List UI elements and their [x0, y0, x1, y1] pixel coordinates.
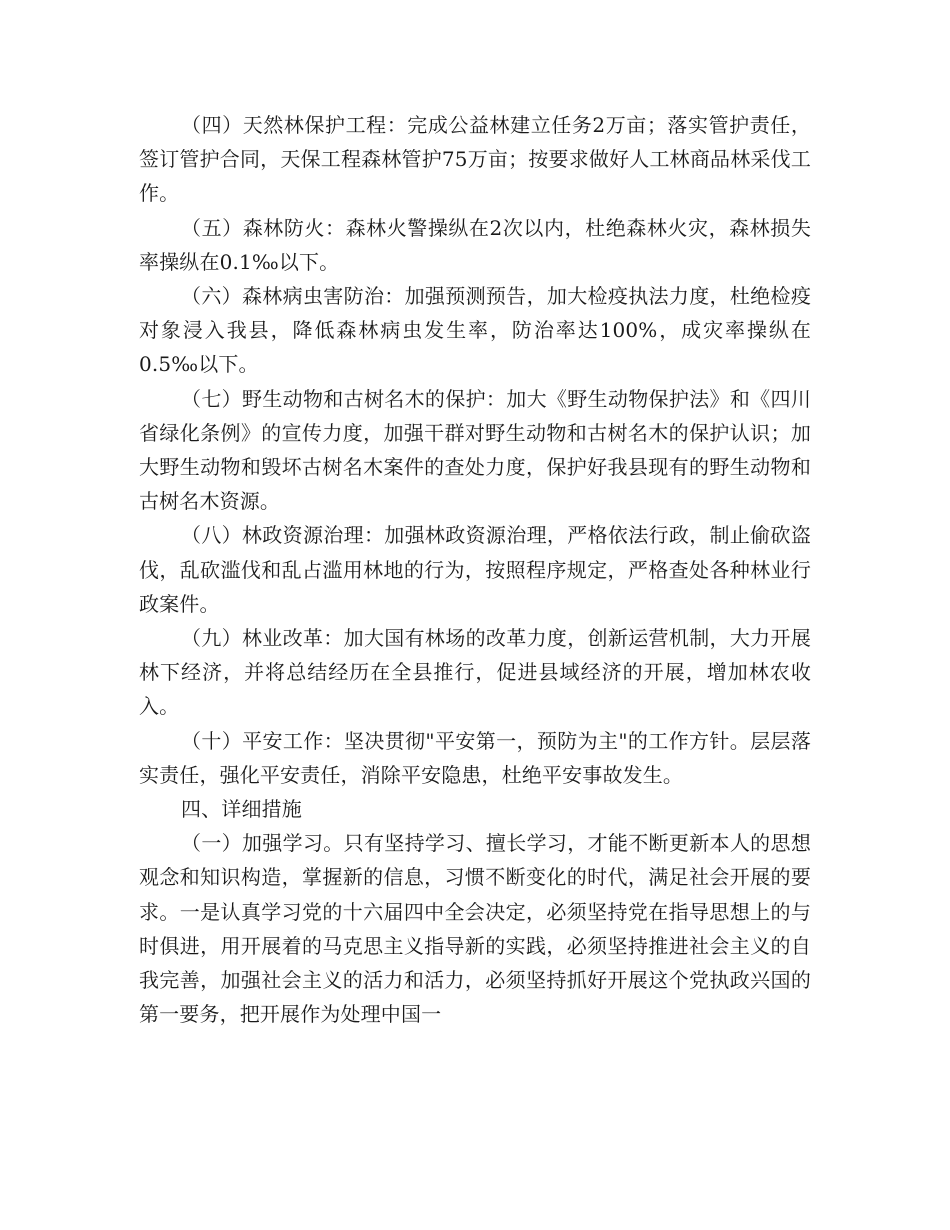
paragraph-forest-resource-management: （八）林政资源治理：加强林政资源治理，严格依法行政，制止偷砍盗伐，乱砍滥伐和乱占滥用林地的行为，按照程序规定，严格查处各种林业行政案件。 — [139, 523, 811, 616]
paragraph-strengthen-learning: （一）加强学习。只有坚持学习、擅长学习，才能不断更新本人的思想观念和知识构造，掌握新的信息，习惯不断变化的时代，满足社会开展的要求。一是认真学习党的十六届四中全会决定，必须坚持党在指导思想上的与时俱进，用开展着的马克思主义指导新的实践，必须坚持推进社会主义的自我完善，加强社会主义的活力和活力，必须坚持抓好开展这个党执政兴国的第一要务，把开展作为处理中国一 — [139, 831, 811, 1027]
document-page — [139, 108, 811, 1031]
paragraph-safety-work: （十）平安工作：坚决贯彻"平安第一，预防为主"的工作方针。层层落实责任，强化平安责任，消除平安隐患，杜绝平安事故发生。 — [139, 728, 811, 787]
paragraph-forestry-reform: （九）林业改革：加大国有林场的改革力度，创新运营机制，大力开展林下经济，并将总结经历在全县推行，促进县域经济的开展，增加林农收入。 — [139, 626, 811, 719]
paragraph-natural-forest-protection: （四）天然林保护工程：完成公益林建立任务2万亩；落实管护责任，签订管护合同，天保工程森林管护75万亩；按要求做好人工林商品林采伐工作。 — [139, 113, 811, 206]
paragraph-wildlife-protection: （七）野生动物和古树名木的保护：加大《野生动物保护法》和《四川省绿化条例》的宣传力度，加强干群对野生动物和古树名木的保护认识；加大野生动物和毁坏古树名木案件的查处力度，保护好我县现有的野生动物和古树名木资源。 — [139, 386, 811, 514]
section-heading: 四、详细措施 — [181, 797, 302, 822]
paragraph-pest-control: （六）森林病虫害防治：加强预测预告，加大检疫执法力度，杜绝检疫对象浸入我县，降低森林病虫发生率，防治率达100%，成灾率操纵在0.5‰以下。 — [139, 284, 811, 377]
paragraph-forest-fire-prevention: （五）森林防火：森林火警操纵在2次以内，杜绝森林火灾，森林损失率操纵在0.1‰以下。 — [139, 215, 811, 274]
